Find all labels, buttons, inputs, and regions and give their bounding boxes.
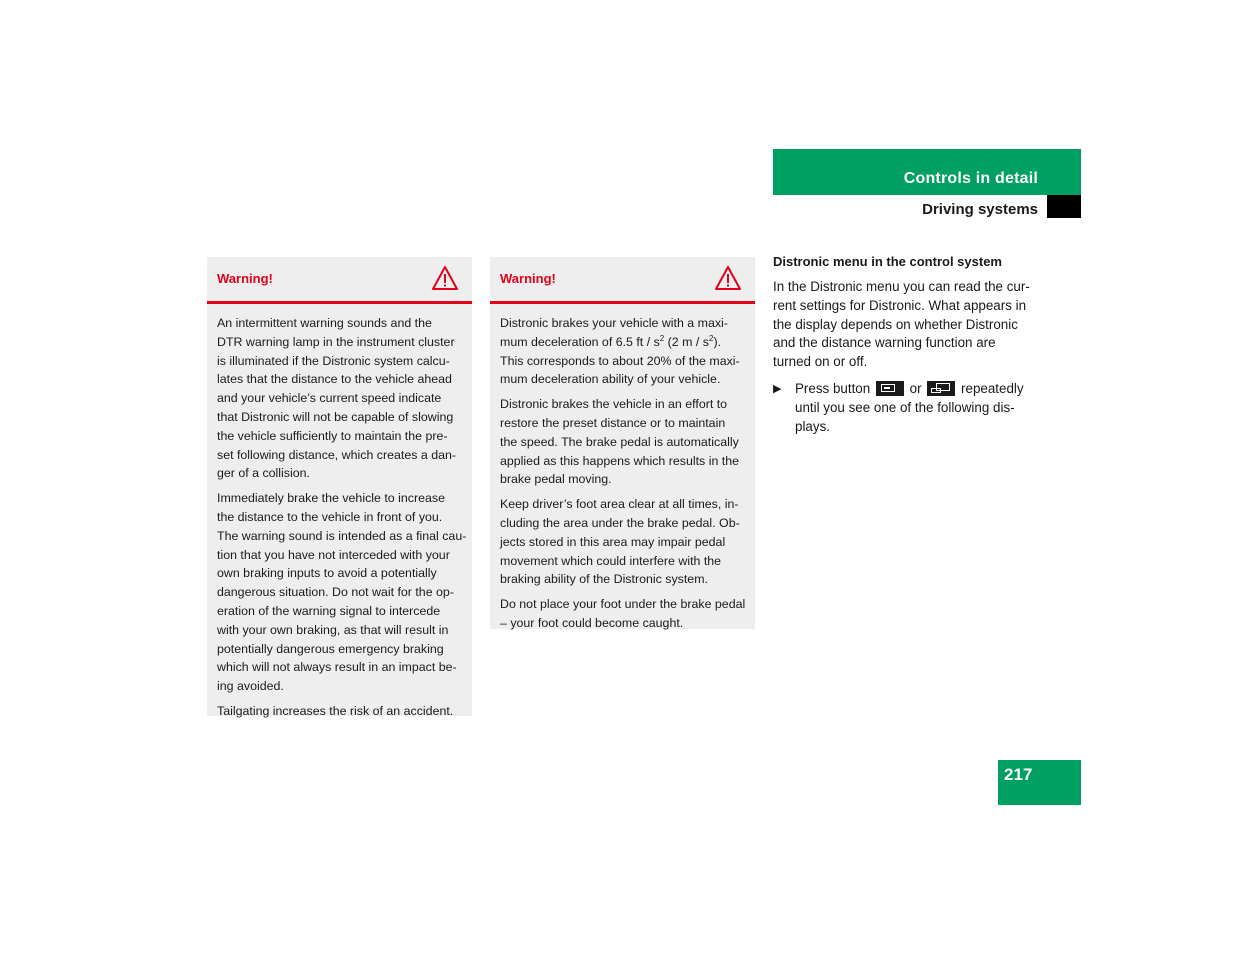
text-line: is illuminated if the Distronic system calcu- [217,353,450,368]
text-line: turned on or off. [773,354,868,370]
chapter-header-bar [773,149,1081,195]
text-line [795,380,1053,399]
text-line: restore the preset distance or to maintain [500,415,726,430]
text-line: the display depends on whether Distronic [773,316,1018,332]
text-segment: Press button [795,380,871,396]
bullet-arrow-icon: ▶ [773,382,782,395]
instruction-step [773,380,1053,436]
warning-paragraph [217,489,467,696]
text-line: – your foot could become caught. [500,615,684,630]
text-line: An intermittent warning sounds and the [217,316,432,330]
text-line: Keep driver’s foot area clear at all times, in- [500,497,739,512]
text-line: which will not always result in an impact be- [217,660,457,675]
page-number-badge [998,760,1081,805]
text-line: rent settings for Distronic. What appears in [773,297,1027,313]
text-line: plays. [795,418,830,434]
page-number: 217 [1004,765,1033,784]
text-line: with your own braking, as that will result in [217,622,449,637]
text-line: ing avoided. [217,679,284,694]
warning-body [207,304,472,721]
text-line: that Distronic will not be capable of slowing [217,409,454,424]
section-body [773,278,1053,372]
warning-triangle-icon [714,265,742,291]
warning-paragraph [217,702,464,721]
text-line: DTR warning lamp in the instrument cluster [217,334,455,349]
warning-paragraph [500,314,747,389]
section-heading: Distronic menu in the control system [773,254,1002,269]
warning-paragraph [500,495,747,589]
text-line: Tailgating increases the risk of an accident. [217,703,454,718]
superscript: 2 [708,333,714,343]
text-line: the speed. The brake pedal is automatically [500,434,739,449]
warning-box-1 [207,257,472,716]
section-tab-marker [1047,195,1081,218]
text-segment: mum deceleration of 6.5 ft / s [500,334,660,349]
display-menu-forward-icon [876,381,904,396]
distronic-menu-section [773,252,1053,436]
warning-paragraph [500,395,747,489]
warning-header [207,257,472,304]
text-line: tion that you have not interceded with your [217,547,450,562]
text-line: braking ability of the Distronic system. [500,572,708,587]
text-line: applied as this happens which results in the [500,453,740,468]
text-line: and your vehicle’s current speed indicate [217,391,442,406]
text-line: and the distance warning function are [773,335,996,351]
text-line: ger of a collision. [217,466,310,481]
text-segment: ). [713,334,722,349]
text-segment: repeatedly [961,380,1024,396]
display-menu-back-icon [927,381,955,396]
text-line [500,333,747,352]
text-line: In the Distronic menu you can read the cur- [773,279,1030,294]
text-line: lates that the distance to the vehicle ahead [217,372,452,387]
text-line: the distance to the vehicle in front of you. [217,509,443,524]
section-title: Driving systems [922,201,1038,218]
text-segment: or [909,380,922,396]
text-line: Distronic brakes the vehicle in an effort to [500,397,728,412]
text-line: The warning sound is intended as a final cau- [217,528,467,543]
text-line: own braking inputs to avoid a potentially [217,566,437,581]
text-line: dangerous situation. Do not wait for the op- [217,585,454,600]
text-line: until you see one of the following dis- [795,399,1015,415]
text-line: This corresponds to about 20% of the maxi- [500,353,740,368]
text-line: cluding the area under the brake pedal. Ob- [500,515,740,530]
warning-triangle-icon [431,265,459,291]
text-line: Distronic brakes your vehicle with a maxi- [500,316,728,330]
warning-box-2 [490,257,755,629]
warning-title: Warning! [500,271,556,286]
text-line: Immediately brake the vehicle to increase [217,491,445,506]
text-line: potentially dangerous emergency braking [217,641,444,656]
warning-paragraph [217,314,464,483]
text-line: eration of the warning signal to intercede [217,603,441,618]
superscript: 2 [659,333,665,343]
warning-body [490,304,755,633]
text-line: set following distance, which creates a dan- [217,447,456,462]
text-line: the vehicle sufficiently to maintain the pre- [217,428,448,443]
text-segment: (2 m / s [664,334,709,349]
text-line: brake pedal moving. [500,472,612,487]
text-line: movement which could interfere with the [500,553,722,568]
warning-paragraph [500,595,747,633]
warning-title: Warning! [217,271,273,286]
text-line: jects stored in this area may impair pedal [500,534,726,549]
section-header [773,195,1081,218]
text-line: mum deceleration ability of your vehicle. [500,372,721,387]
warning-header [490,257,755,304]
text-line: Do not place your foot under the brake pedal [500,597,746,612]
chapter-title: Controls in detail [903,170,1038,187]
